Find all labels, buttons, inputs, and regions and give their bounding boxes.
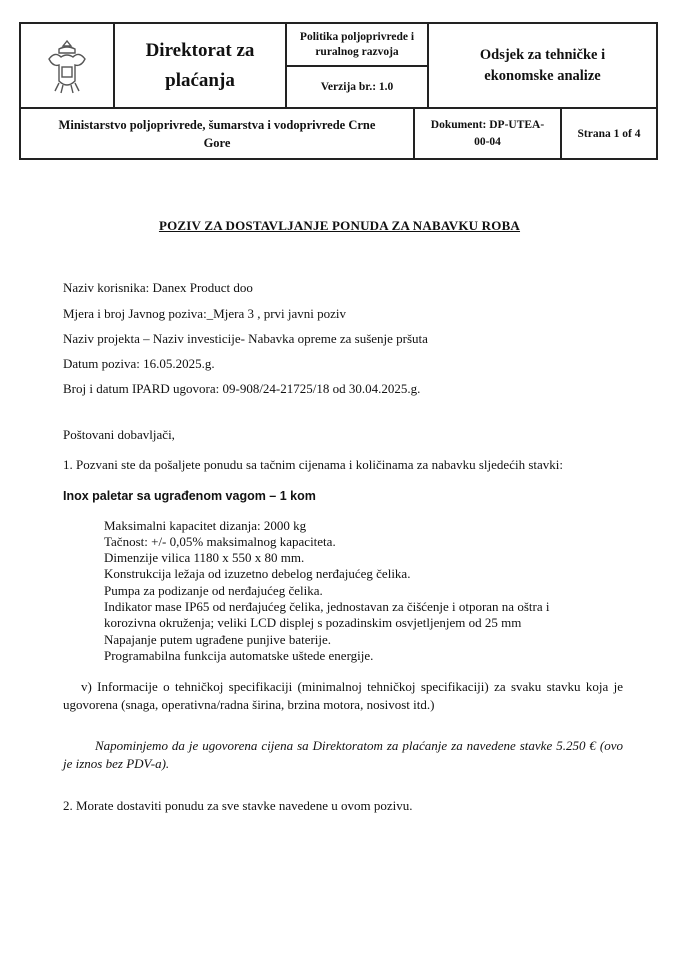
info-contract: Broj i datum IPARD ugovora: 09-908/24-21725/18 od 30.04.2025.g. — [63, 381, 421, 396]
page-number-text: Strana 1 of 4 — [577, 127, 641, 140]
greeting: Poštovani dobavljači, — [63, 427, 175, 442]
directorate-line-1: Direktorat za — [145, 39, 255, 61]
ministry-line-2: Gore — [203, 135, 231, 150]
item-2-text: 2. Morate dostaviti ponudu za sve stavke navedene u ovom pozivu. — [63, 798, 413, 813]
page-number-cell — [561, 108, 657, 159]
item-1-text: 1. Pozvani ste da pošaljete ponudu sa tačnim cijenama i količinama za nabavku sljedećih stavki: — [63, 457, 563, 472]
ministry-cell — [20, 108, 414, 159]
policy-line-1: Politika poljoprivrede i — [299, 30, 415, 43]
price-note: Napominjemo da je ugovorena cijena sa Direktoratom za plaćanje za navedene stavke 5.250 € (ovo je iznos bez PDV-a). — [63, 738, 623, 771]
spec-line: Napajanje putem ugrađene punjive baterije. — [104, 632, 332, 647]
crest-icon — [45, 37, 89, 95]
coat-of-arms-logo — [20, 23, 114, 108]
document-cell — [414, 108, 561, 159]
directorate-name — [114, 23, 286, 108]
spec-line: Dimenzije vilica 1180 x 550 x 80 mm. — [104, 550, 305, 565]
info-date: Datum poziva: 16.05.2025.g. — [63, 356, 215, 371]
product-title: Inox paletar sa ugrađenom vagom – 1 kom — [63, 489, 316, 503]
document-line-2: 00-04 — [474, 135, 501, 148]
spec-line: Pumpa za podizanje od nerđajućeg čelika. — [104, 583, 323, 598]
document-line-1: Dokument: DP-UTEA- — [430, 118, 545, 131]
spec-line: Indikator mase IP65 od nerđajućeg čelika, jednostavan za čišćenje i otporan na oštra i — [104, 599, 550, 614]
info-project: Naziv projekta – Naziv investicije- Nabavka opreme za sušenje pršuta — [63, 331, 428, 346]
spec-line: korozivna okruženja; veliki LCD displej s pozadinskim osvjetljenjem od 25 mm — [104, 615, 522, 630]
info-beneficiary: Naziv korisnika: Danex Product doo — [63, 280, 253, 295]
spec-line: Konstrukcija ležaja od izuzetno debelog nerđajućeg čelika. — [104, 566, 411, 581]
version-cell — [286, 66, 428, 108]
spec-line: Tačnost: +/- 0,05% maksimalnog kapaciteta. — [104, 534, 336, 549]
directorate-line-2: plaćanja — [165, 69, 235, 91]
info-measure: Mjera i broj Javnog poziva:_Mjera 3 , prvi javni poziv — [63, 306, 347, 321]
version-text: Verzija br.: 1.0 — [320, 81, 394, 93]
ministry-line-1: Ministarstvo poljoprivrede, šumarstva i vodoprivrede Crne — [58, 117, 376, 132]
spec-line: Maksimalni kapacitet dizanja: 2000 kg — [104, 518, 307, 533]
policy-cell — [286, 23, 428, 66]
policy-line-2: ruralnog razvoja — [315, 45, 399, 58]
department-line-1: Odsjek za tehničke i — [479, 46, 606, 63]
document-title: POZIV ZA DOSTAVLJANJE PONUDA ZA NABAVKU ROBA — [158, 218, 521, 233]
department-line-2: ekonomske analize — [484, 67, 601, 84]
note-v: v) Informacije o tehničkoj specifikaciji (minimalnoj tehničkoj specifikaciji) za svaku stavku koja je ugovorena (snaga, operativna/radna širina, brzina motora, nosivost itd.) — [63, 679, 623, 712]
header-table — [19, 22, 658, 160]
department-cell — [428, 23, 657, 108]
spec-line: Programabilna funkcija automatske uštede energije. — [104, 648, 374, 663]
